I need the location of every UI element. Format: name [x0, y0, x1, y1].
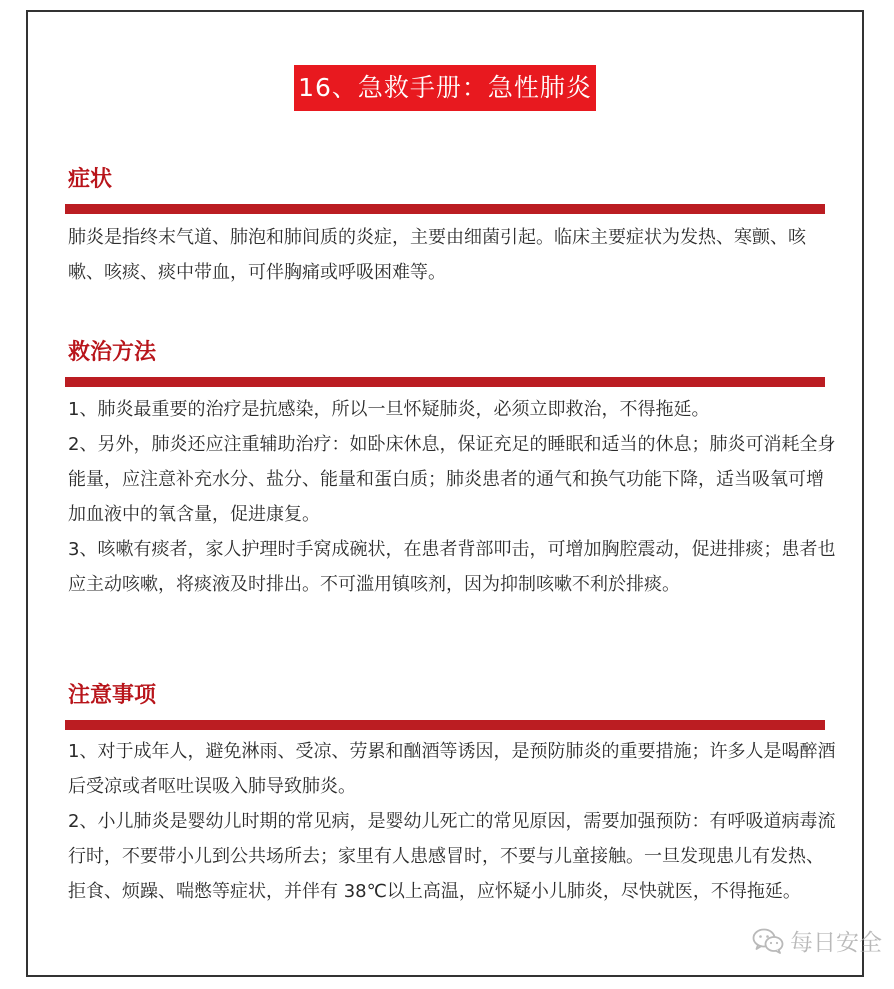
paragraph: 肺炎是指终末气道、肺泡和肺间质的炎症，主要由细菌引起。临床主要症状为发热、寒颤、咳嗽、咳痰、痰中带血，可伴胸痛或呼吸困难等。: [68, 227, 806, 283]
watermark-text: 每日安全: [790, 930, 882, 956]
document-frame: [26, 10, 864, 977]
page-title: 16、急救手册：急性肺炎: [294, 65, 596, 111]
paragraph: 1、肺炎最重要的治疗是抗感染，所以一旦怀疑肺炎，必须立即救治，不得拖延。: [68, 399, 710, 420]
paragraph: 2、小儿肺炎是婴幼儿时期的常见病，是婴幼儿死亡的常见原因，需要加强预防：有呼吸道病毒流行时，不要带小儿到公共场所去；家里有人患感冒时，不要与儿童接触。一旦发现患儿有发热、拒食、烦躁、喘憋等症状，并伴有 38℃以上高温，应怀疑小儿肺炎，尽快就医，不得拖延。: [68, 811, 836, 902]
section-divider: [65, 377, 825, 387]
section-body-symptoms: [68, 220, 838, 290]
watermark: [752, 924, 882, 957]
section-heading-treatment: 救治方法: [68, 340, 157, 365]
paragraph: 3、咳嗽有痰者，家人护理时手窝成碗状，在患者背部叩击，可增加胸腔震动，促进排痰；患者也应主动咳嗽，将痰液及时排出。不可滥用镇咳剂，因为抑制咳嗽不利於排痰。: [68, 539, 836, 595]
section-heading-symptoms: 症状: [68, 167, 113, 192]
section-divider: [65, 720, 825, 730]
paragraph: 2、另外，肺炎还应注重辅助治疗：如卧床休息，保证充足的睡眠和适当的休息；肺炎可消耗全身能量，应注意补充水分、盐分、能量和蛋白质；肺炎患者的通气和换气功能下降，适当吸氧可增加血液中的氧含量，促进康复。: [68, 434, 836, 525]
section-divider: [65, 204, 825, 214]
title-container: [28, 48, 862, 128]
wechat-icon: [752, 928, 784, 954]
section-body-precautions: [68, 734, 838, 909]
section-heading-precautions: 注意事项: [68, 683, 157, 708]
section-body-treatment: [68, 392, 838, 602]
paragraph: 1、对于成年人，避免淋雨、受凉、劳累和酗酒等诱因，是预防肺炎的重要措施；许多人是喝醉酒后受凉或者呕吐误吸入肺导致肺炎。: [68, 741, 836, 797]
